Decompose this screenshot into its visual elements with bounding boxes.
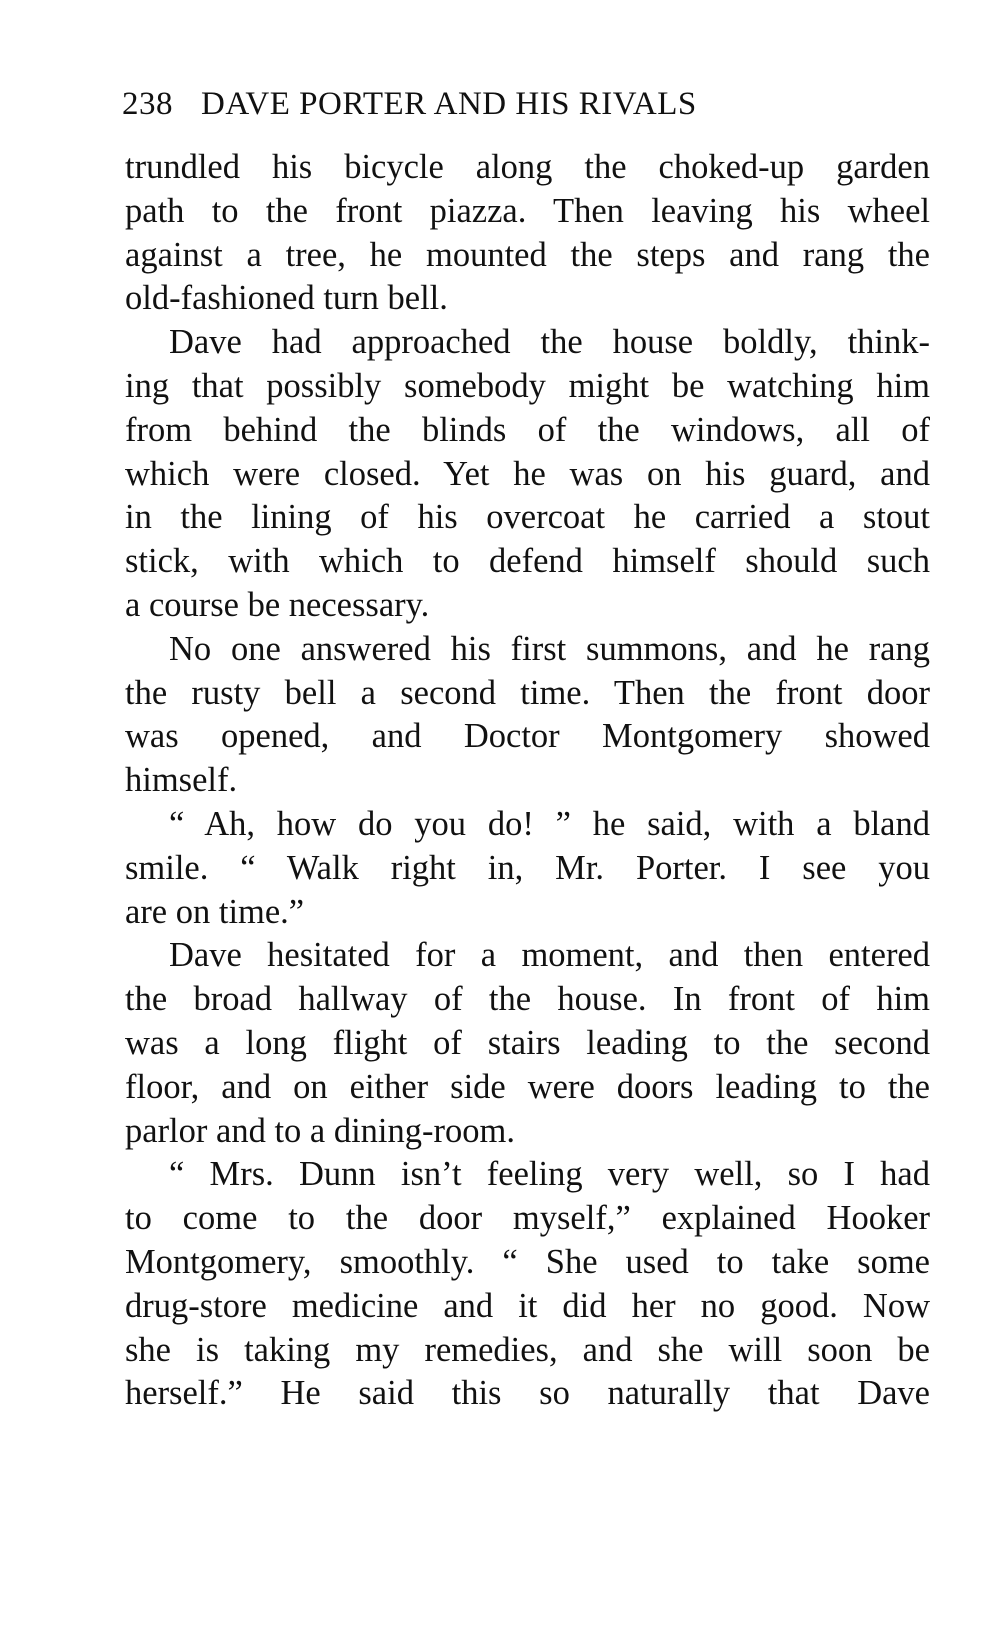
text-line: himself. [125,761,238,800]
text-line: to come to the door myself,” explained Hooker [125,1199,930,1238]
text-line: Dave hesitated for a moment, and then entered [169,936,930,975]
text-line: parlor and to a dining-room. [125,1111,515,1150]
text-line: “ Ah, how do you do! ” he said, with a bland [169,804,930,843]
text-line: against a tree, he mounted the steps and rang the [125,235,930,274]
text-line: Montgomery, smoothly. “ She used to take some [125,1242,930,1281]
text-line: drug-store medicine and it did her no good. Now [125,1286,930,1325]
text-line: stick, with which to defend himself should such [125,542,930,581]
text-line: a course be necessary. [125,585,430,624]
text-line: trundled his bicycle along the choked-up garden [125,148,930,186]
text-line: “ Mrs. Dunn isn’t feeling very well, so I had [169,1155,930,1194]
text-line: Dave had approached the house boldly, think- [169,323,930,362]
text-line: ing that possibly somebody might be watching him [125,366,930,405]
text-line: the rusty bell a second time. Then the front door [125,673,930,712]
text-line: old-fashioned turn bell. [125,279,448,318]
text-line: are on time.” [125,892,305,931]
running-head [122,80,922,128]
text-line: path to the front piazza. Then leaving his wheel [125,191,930,230]
text-line: in the lining of his overcoat he carried a stout [125,498,930,537]
text-line: herself.” He said this so naturally that Dave [125,1374,930,1413]
text-line: floor, and on either side were doors leading to the [125,1067,930,1106]
text-line: was a long flight of stairs leading to the second [125,1023,930,1062]
text-line: she is taking my remedies, and she will soon be [125,1330,930,1369]
body-text [125,146,930,1416]
running-title: DAVE PORTER AND HIS RIVALS [201,86,697,122]
page-number: 238 [122,86,173,122]
text-line: which were closed. Yet he was on his guard, and [125,454,930,493]
text-line: was opened, and Doctor Montgomery showed [125,717,930,756]
text-line: from behind the blinds of the windows, all of [125,410,930,449]
text-line: the broad hallway of the house. In front of him [125,980,930,1019]
text-line: No one answered his first summons, and he rang [169,629,930,668]
text-line: smile. “ Walk right in, Mr. Porter. I see you [125,848,930,887]
